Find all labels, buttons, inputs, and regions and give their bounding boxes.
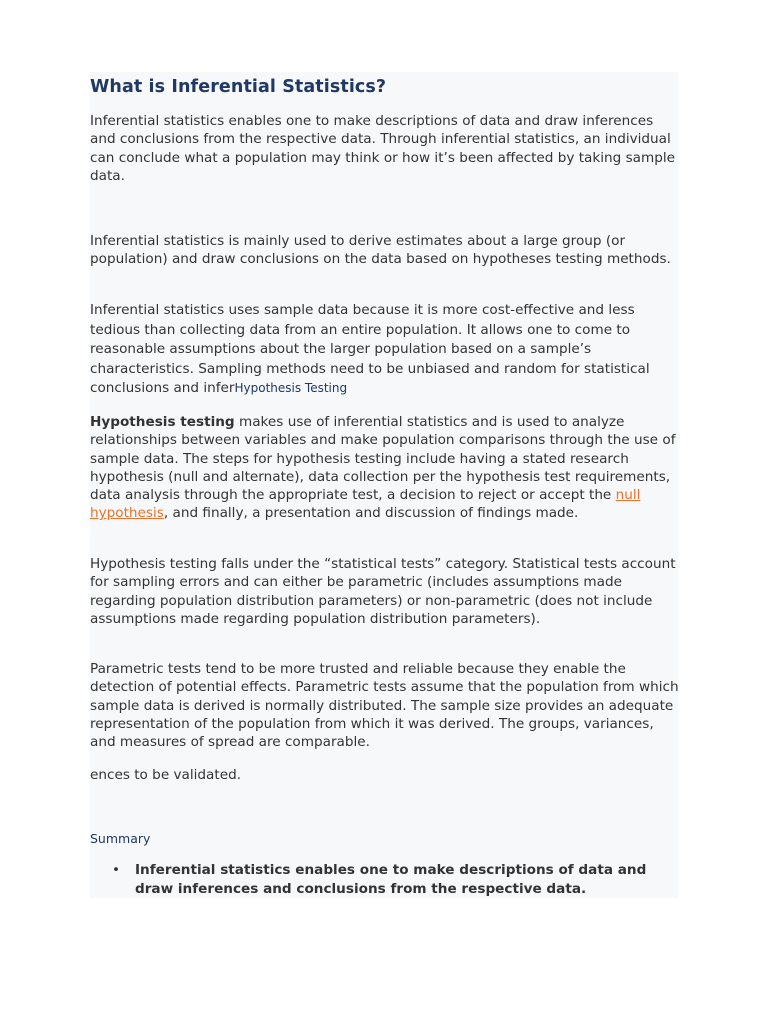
summary-heading: Summary xyxy=(90,831,151,846)
article-title: What is Inferential Statistics? xyxy=(90,77,387,97)
paragraph-statistical-tests: Hypothesis testing falls under the “statistical tests” category. Statistical tests account for sampling errors and can either be parametric (includes assumptions made regarding population distribution parameters) or non-parametric (does not include assumptions made regarding population distribution parameters). xyxy=(90,556,676,627)
paragraph-fragment: ences to be validated. xyxy=(90,767,242,783)
summary-item-text: Inferential statistics enables one to make descriptions of data and draw inferences and conclusions from the respective data. xyxy=(135,862,647,897)
hypothesis-testing-bold-term: Hypothesis testing xyxy=(90,414,235,430)
summary-list-item xyxy=(90,861,678,899)
paragraph-sample-data xyxy=(90,301,682,399)
paragraph-intro: Inferential statistics enables one to make descriptions of data and draw inferences and conclusions from the respective data. Through inferential statistics, an individual can conclude what a population may think or how it’s been affected by taking sample data. xyxy=(90,113,676,184)
summary-list xyxy=(90,861,678,899)
hypothesis-testing-heading: Hypothesis Testing xyxy=(234,381,348,395)
paragraph-usage: Inferential statistics is mainly used to derive estimates about a large group (or population) and draw conclusions on the data based on hypotheses testing methods. xyxy=(90,233,671,268)
paragraph-hypothesis-testing xyxy=(90,413,682,523)
paragraph-hypothesis-text-1: makes use of inferential statistics and is used to analyze relationships between variables and make population comparisons through the use of sample data. The steps for hypothesis testing include having a stated research hypothesis (null and alternate), data collection per the hypothesis test requirements, data analysis through the appropriate test, a decision to reject or accept the xyxy=(90,414,676,504)
null-hypothesis-link[interactable]: null hypothesis xyxy=(90,487,641,522)
paragraph-sample-data-text: Inferential statistics uses sample data because it is more cost-effective and less tedious than collecting data from an entire population. It allows one to come to reasonable assumptions about the larger population based on a sample’s characteristics. Sampling methods need to be unbiased and random for statistical conclusions and infer xyxy=(90,302,650,396)
paragraph-parametric-tests: Parametric tests tend to be more trusted and reliable because they enable the detection of potential effects. Parametric tests assume that the population from which sample data is derived is normally distributed. The sample size provides an adequate representation of the population from which it was derived. The groups, variances, and measures of spread are comparable. xyxy=(90,661,679,751)
bullet-icon: • xyxy=(112,862,121,878)
paragraph-hypothesis-text-2: , and finally, a presentation and discussion of findings made. xyxy=(163,505,579,522)
